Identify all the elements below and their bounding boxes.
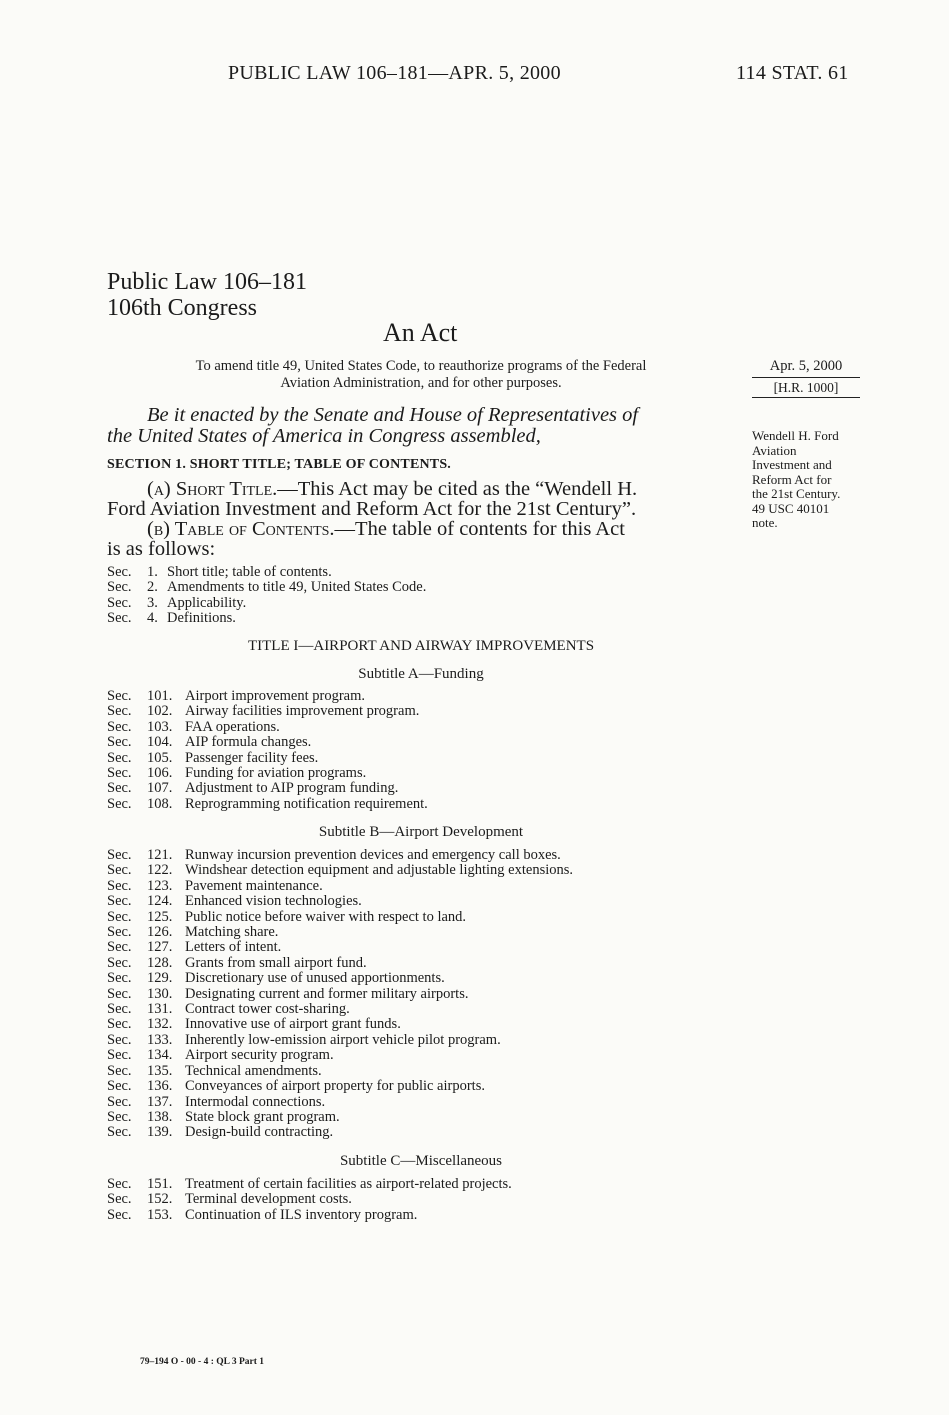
- toc-num: 122.: [147, 862, 173, 879]
- toc-row: [107, 1064, 573, 1079]
- toc-title: Pavement maintenance.: [185, 877, 323, 894]
- toc-num: 136.: [147, 1078, 173, 1095]
- subtitle-a-heading: Subtitle A—Funding: [358, 666, 484, 682]
- toc-num: 121.: [147, 847, 173, 863]
- section-1-body: [107, 479, 737, 559]
- toc-num: 103.: [147, 718, 173, 735]
- act-title: An Act: [383, 318, 458, 347]
- toc-title: State block grant program.: [185, 1108, 340, 1125]
- toc-num: 3.: [147, 594, 158, 611]
- toc-sec: Sec.: [107, 908, 132, 925]
- margin-note-line: Investment and: [752, 457, 832, 472]
- toc-row: [107, 735, 428, 750]
- toc-sec: Sec.: [107, 610, 132, 627]
- toc-row: [107, 925, 573, 940]
- toc-row: [107, 781, 428, 796]
- toc-sec: Sec.: [107, 1062, 132, 1079]
- toc-num: 101.: [147, 688, 173, 704]
- toc-sec: Sec.: [107, 877, 132, 894]
- toc-sec: Sec.: [107, 939, 132, 956]
- toc-num: 127.: [147, 939, 173, 956]
- subsection-b-line-1: [107, 519, 737, 539]
- toc-num: 133.: [147, 1031, 173, 1048]
- toc-row: [107, 910, 573, 925]
- running-header-left: PUBLIC LAW 106–181—APR. 5, 2000: [228, 62, 561, 84]
- margin-date: [752, 358, 860, 398]
- toc-row: [107, 987, 573, 1002]
- toc-title: Intermodal connections.: [185, 1093, 326, 1110]
- page-citation: 114 STAT. 61: [736, 62, 849, 84]
- toc-title: Funding for aviation programs.: [185, 765, 367, 782]
- purpose-line-1: To amend title 49, United States Code, to reauthorize programs of the Federal: [195, 358, 647, 374]
- title-heading: TITLE I—AIRPORT AND AIRWAY IMPROVEMENTS: [247, 638, 595, 654]
- toc-sec: Sec.: [107, 703, 132, 720]
- toc-row: [107, 751, 428, 766]
- toc-num: 124.: [147, 893, 173, 910]
- toc-title: Matching share.: [185, 924, 279, 941]
- toc-title: Technical amendments.: [185, 1062, 322, 1079]
- toc-num: 135.: [147, 1062, 173, 1079]
- toc-row: [107, 1125, 573, 1140]
- toc-row: [107, 580, 426, 595]
- toc-title: Definitions.: [167, 610, 236, 627]
- margin-note-line: Reform Act for: [752, 471, 832, 487]
- toc-sec: Sec.: [107, 579, 132, 596]
- toc-title: Applicability.: [167, 594, 247, 611]
- toc-num: 105.: [147, 749, 173, 766]
- toc-title: Airport security program.: [185, 1047, 334, 1064]
- subsection-b-text: —The table of contents for this Act: [334, 518, 625, 540]
- subsection-a-line-1: [107, 479, 737, 499]
- toc-sec: Sec.: [107, 1047, 132, 1064]
- toc-num: 102.: [147, 703, 173, 720]
- toc-sec: Sec.: [107, 1124, 132, 1141]
- toc-title: Short title; table of contents.: [167, 564, 332, 580]
- toc-title: Terminal development costs.: [185, 1191, 352, 1208]
- toc-subtitle-b: [107, 848, 573, 1141]
- toc-title: Adjustment to AIP program funding.: [185, 780, 399, 797]
- margin-note-line: Aviation: [752, 442, 797, 458]
- toc-sec: Sec.: [107, 564, 132, 580]
- toc-sec: Sec.: [107, 749, 132, 766]
- toc-sec: Sec.: [107, 780, 132, 797]
- toc-sec: Sec.: [107, 718, 132, 735]
- toc-row: [107, 1095, 573, 1110]
- toc-sec: Sec.: [107, 924, 132, 941]
- toc-sec: Sec.: [107, 1016, 132, 1033]
- toc-row: [107, 1033, 573, 1048]
- toc-title: Treatment of certain facilities as airport-related projects.: [185, 1176, 512, 1192]
- toc-title: Enhanced vision technologies.: [185, 893, 362, 910]
- toc-num: 128.: [147, 954, 173, 971]
- toc-num: 139.: [147, 1124, 173, 1141]
- toc-title: Innovative use of airport grant funds.: [185, 1016, 401, 1033]
- toc-row: [107, 1110, 573, 1125]
- toc-title: Grants from small airport fund.: [185, 954, 367, 971]
- toc-num: 2.: [147, 579, 158, 596]
- toc-title: Public notice before waiver with respect to land.: [185, 908, 467, 925]
- toc-sec: Sec.: [107, 765, 132, 782]
- toc-sec: Sec.: [107, 688, 132, 704]
- toc-title: AIP formula changes.: [185, 734, 312, 751]
- toc-row: [107, 1208, 512, 1223]
- toc-num: 129.: [147, 970, 173, 987]
- toc-sec: Sec.: [107, 594, 132, 611]
- margin-note-line: 49 USC 40101: [752, 500, 830, 516]
- toc-sec: Sec.: [107, 795, 132, 812]
- toc-row: [107, 1192, 512, 1207]
- toc-row: [107, 1079, 573, 1094]
- toc-row: [107, 848, 573, 863]
- toc-num: 132.: [147, 1016, 173, 1033]
- toc-num: 126.: [147, 924, 173, 941]
- congress: 106th Congress: [107, 295, 257, 321]
- section-heading: SECTION 1. SHORT TITLE; TABLE OF CONTENTS.: [107, 457, 452, 472]
- toc-row: [107, 565, 426, 580]
- toc-num: 131.: [147, 1001, 173, 1018]
- enacting-line-2: the United States of America in Congress assembled,: [107, 425, 541, 447]
- subsection-b-label: (b) Table of Contents.: [147, 518, 335, 540]
- subsection-a-label: (a) Short Title.: [147, 478, 278, 500]
- print-job-code: 79–194 O - 00 - 4 : QL 3 Part 1: [140, 1357, 265, 1367]
- toc-sec: Sec.: [107, 1108, 132, 1125]
- margin-note: [752, 429, 840, 531]
- toc-num: 123.: [147, 877, 173, 894]
- toc-title: Conveyances of airport property for public airports.: [185, 1078, 485, 1095]
- toc-title: FAA operations.: [185, 718, 280, 735]
- toc-num: 134.: [147, 1047, 173, 1064]
- margin-note-line: note.: [752, 515, 778, 530]
- toc-title: Airport improvement program.: [185, 688, 365, 704]
- toc-row: [107, 894, 573, 909]
- margin-note-line: the 21st Century.: [752, 486, 841, 501]
- toc-num: 106.: [147, 765, 173, 782]
- toc-title: Discretionary use of unused apportionments.: [185, 970, 445, 987]
- subsection-b-line-2: is as follows:: [107, 538, 216, 560]
- toc-title: Runway incursion prevention devices and emergency call boxes.: [185, 847, 561, 863]
- toc-num: 153.: [147, 1206, 173, 1223]
- toc-row: [107, 611, 426, 626]
- purpose-line-2: Aviation Administration, and for other purposes.: [280, 375, 562, 391]
- toc-row: [107, 596, 426, 611]
- toc-sec: Sec.: [107, 1191, 132, 1208]
- toc-sec: Sec.: [107, 954, 132, 971]
- toc-sec: Sec.: [107, 1206, 132, 1223]
- toc-sec: Sec.: [107, 985, 132, 1002]
- toc-row: [107, 720, 428, 735]
- toc-row: [107, 971, 573, 986]
- toc-sec: Sec.: [107, 847, 132, 863]
- toc-row: [107, 863, 573, 878]
- toc-num: 151.: [147, 1176, 173, 1192]
- toc-sec: Sec.: [107, 1078, 132, 1095]
- enacting-clause: [107, 405, 735, 447]
- toc-sec: Sec.: [107, 1176, 132, 1192]
- toc-title: Continuation of ILS inventory program.: [185, 1206, 418, 1223]
- enacting-line-1: Be it enacted by the Senate and House of Representatives of: [147, 404, 639, 426]
- toc-title: Letters of intent.: [185, 939, 282, 956]
- toc-title: Reprogramming notification requirement.: [185, 795, 428, 812]
- toc-sec: Sec.: [107, 1093, 132, 1110]
- toc-num: 104.: [147, 734, 173, 751]
- toc-sec: Sec.: [107, 893, 132, 910]
- toc-num: 125.: [147, 908, 173, 925]
- toc-row: [107, 956, 573, 971]
- purpose: [107, 358, 735, 392]
- toc-sec: Sec.: [107, 970, 132, 987]
- toc-num: 1.: [147, 564, 158, 580]
- toc-sec: Sec.: [107, 1001, 132, 1018]
- toc-row: [107, 879, 573, 894]
- toc-title: Designating current and former military airports.: [185, 985, 469, 1002]
- toc-row: [107, 1002, 573, 1017]
- toc-title: Airway facilities improvement program.: [185, 703, 420, 720]
- toc-row: [107, 704, 428, 719]
- bill-number: [H.R. 1000]: [752, 378, 860, 398]
- toc-sec: Sec.: [107, 862, 132, 879]
- toc-title: Amendments to title 49, United States Code.: [167, 579, 427, 596]
- toc-title: Contract tower cost-sharing.: [185, 1001, 350, 1018]
- toc-num: 137.: [147, 1093, 173, 1110]
- toc-row: [107, 766, 428, 781]
- approval-date: Apr. 5, 2000: [752, 358, 860, 378]
- subsection-a-text: —This Act may be cited as the “Wendell H.: [277, 478, 638, 500]
- toc-row: [107, 940, 573, 955]
- toc-num: 152.: [147, 1191, 173, 1208]
- law-number: Public Law 106–181: [107, 269, 307, 295]
- toc-sec: Sec.: [107, 734, 132, 751]
- toc-row: [107, 1177, 512, 1192]
- toc-row: [107, 1017, 573, 1032]
- toc-subtitle-a: [107, 689, 428, 812]
- toc-num: 108.: [147, 795, 173, 812]
- toc-row: [107, 797, 428, 812]
- toc-sec: Sec.: [107, 1031, 132, 1048]
- toc-num: 107.: [147, 780, 173, 797]
- toc-title: Passenger facility fees.: [185, 749, 319, 766]
- toc-num: 4.: [147, 610, 158, 627]
- toc-row: [107, 1048, 573, 1063]
- subtitle-b-heading: Subtitle B—Airport Development: [318, 824, 524, 840]
- toc-title: Windshear detection equipment and adjustable lighting extensions.: [185, 862, 574, 879]
- toc-row: [107, 689, 428, 704]
- toc-title: Inherently low-emission airport vehicle pilot program.: [185, 1031, 501, 1048]
- toc-intro: [107, 565, 426, 627]
- subtitle-c-heading: Subtitle C—Miscellaneous: [339, 1153, 503, 1169]
- margin-note-line: Wendell H. Ford: [752, 428, 839, 443]
- toc-title: Design-build contracting.: [185, 1124, 334, 1141]
- toc-subtitle-c: [107, 1177, 512, 1223]
- toc-num: 138.: [147, 1108, 173, 1125]
- subsection-a-line-2: Ford Aviation Investment and Reform Act for the 21st Century”.: [107, 498, 637, 520]
- toc-num: 130.: [147, 985, 173, 1002]
